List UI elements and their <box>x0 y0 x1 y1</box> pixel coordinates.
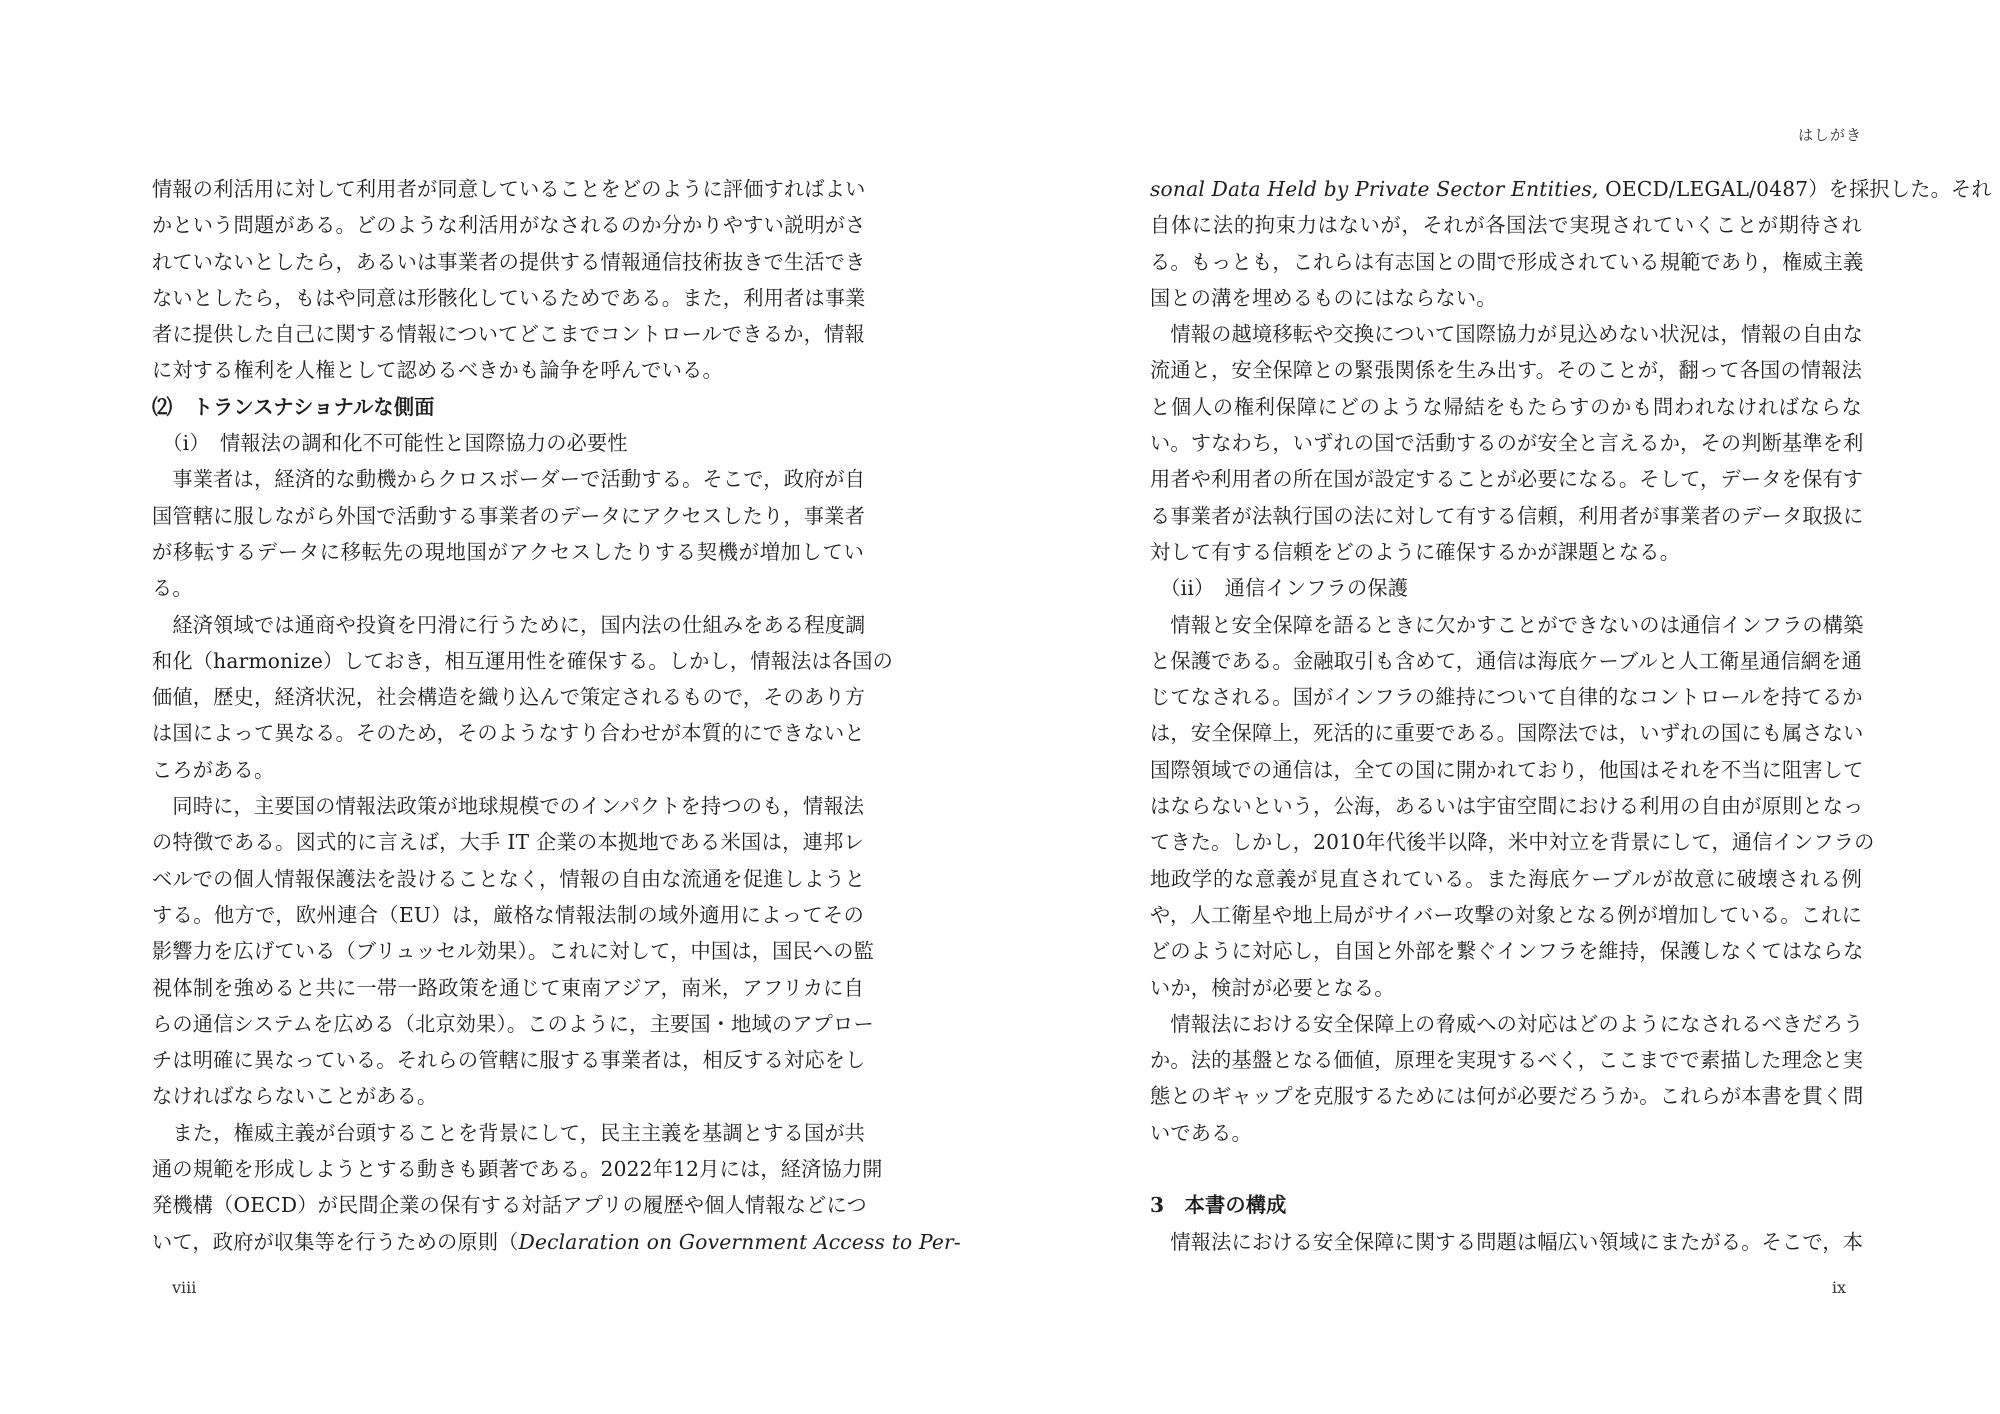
line-text: 対して有する信頼をどのように確保するかが課題となる。 <box>1150 539 1681 564</box>
text-line <box>152 1078 864 1114</box>
left-page <box>152 0 961 1414</box>
line-text: 情報の越境移転や交換について国際協力が見込めない状況は，情報の自由な <box>1150 322 1864 347</box>
line-text: OECD/LEGAL/0487）を採択した。それ <box>1598 177 1992 201</box>
line-text: ころがある。 <box>152 757 275 782</box>
text-line <box>152 715 864 751</box>
text-line <box>1150 498 1862 534</box>
text-line <box>152 788 864 824</box>
italic-citation: Declaration on Government Access to Per- <box>518 1229 961 1254</box>
text-line <box>152 752 864 788</box>
text-line <box>1150 824 1875 860</box>
line-text: チは明確に異なっている。それらの管轄に服する事業者は，相反する対応をし <box>152 1048 866 1073</box>
text-line <box>152 1042 864 1078</box>
text-line <box>152 498 864 534</box>
line-text: かという問題がある。どのような利活用がなされるのか分かりやすい説明がさ <box>152 213 866 238</box>
text-line <box>152 534 864 570</box>
text-line <box>1150 389 1862 425</box>
text-line <box>1150 1006 1862 1042</box>
text-line <box>1150 244 1862 280</box>
section-heading <box>1150 1187 1862 1223</box>
right-page <box>1150 0 1992 1414</box>
text-line <box>152 1006 874 1042</box>
line-text: に対する権利を人権として認めるべきかも論争を呼んでいる。 <box>152 358 723 383</box>
running-head: はしがき <box>1797 126 1862 144</box>
line-text: 影響力を広げている（ブリュッセル効果）。これに対して，中国は，国民への監 <box>152 939 875 964</box>
page-number: ix <box>1831 1278 1846 1297</box>
text-line <box>1150 970 1862 1006</box>
text-line <box>1150 752 1862 788</box>
text-line <box>1150 607 1862 643</box>
line-text: ないとしたら，もはや同意は形骸化しているためである。また，利用者は事業 <box>152 285 866 310</box>
line-text: 3 本書の構成 <box>1150 1193 1287 1218</box>
line-text: （ii） 通信インフラの保護 <box>1150 576 1409 601</box>
text-line <box>152 570 864 606</box>
line-text: ベルでの個人情報保護法を設けることなく，情報の自由な流通を促進しようと <box>152 866 866 891</box>
right-page-body <box>1150 171 1992 1260</box>
text-line <box>152 679 864 715</box>
page-number: viii <box>172 1278 197 1297</box>
line-text: （i） 情報法の調和化不可能性と国際協力の必要性 <box>152 431 628 456</box>
text-line <box>152 461 864 497</box>
line-text: い。すなわち，いずれの国で活動するのが安全と言えるか，その判断基準を利 <box>1150 431 1864 456</box>
line-text: 経済領域では通商や投資を円滑に行うために，国内法の仕組みをある程度調 <box>152 612 866 637</box>
text-line <box>1150 207 1862 243</box>
line-text: は，安全保障上，死活的に重要である。国際法では，いずれの国にも属さない <box>1150 721 1864 746</box>
text-line <box>1150 1151 1862 1187</box>
text-line <box>1150 425 1862 461</box>
line-text: の特徴である。図式的に言えば，大手 IT 企業の本拠地である米国は，連邦レ <box>152 830 864 855</box>
line-text: じてなされる。国がインフラの維持について自律的なコントロールを持てるか <box>1150 685 1863 710</box>
text-line <box>152 1224 961 1260</box>
text-line <box>152 316 864 352</box>
text-line <box>152 171 864 207</box>
text-line <box>152 861 864 897</box>
line-text: る。 <box>152 576 193 601</box>
line-text: れていないとしたら，あるいは事業者の提供する情報通信技術抜きで生活でき <box>152 249 866 274</box>
text-line <box>1150 461 1862 497</box>
line-text: 和化（harmonize）しておき，相互運用性を確保する。しかし，情報法は各国の <box>152 648 894 673</box>
text-line <box>1150 1078 1862 1114</box>
line-text: 用者や利用者の所在国が設定することが必要になる。そして，データを保有す <box>1150 467 1864 492</box>
text-line <box>1150 788 1862 824</box>
line-text: らの通信システムを広める（北京効果）。このように，主要国・地域のアプロー <box>152 1011 874 1036</box>
line-text: 発機構（OECD）が民間企業の保有する対話アプリの履歴や個人情報などにつ <box>152 1193 867 1218</box>
section-heading <box>152 389 864 425</box>
line-text: いて，政府が収集等を行うための原則（ <box>152 1229 519 1254</box>
text-line <box>152 352 864 388</box>
line-text: 情報と安全保障を語るときに欠かすことができないのは通信インフラの構築 <box>1150 612 1864 637</box>
text-line <box>152 1187 867 1223</box>
line-text: どのように対応し，自国と外部を繋ぐインフラを維持，保護しなくてはならな <box>1150 939 1864 964</box>
text-line <box>1150 280 1862 316</box>
line-text: る。もっとも，これらは有志国との間で形成されている規範であり，権威主義 <box>1150 249 1864 274</box>
text-line <box>1150 352 1862 388</box>
line-text: する。他方で，欧州連合（EU）は，厳格な情報法制の域外適用によってその <box>152 902 864 927</box>
line-text: 価値，歴史，経済状況，社会構造を織り込んで策定されるもので，そのあり方 <box>152 685 866 710</box>
text-line <box>1150 933 1862 969</box>
italic-citation: sonal Data Held by Private Sector Entities, <box>1150 177 1599 201</box>
line-text: 同時に，主要国の情報法政策が地球規模でのインパクトを持つのも，情報法 <box>152 794 865 819</box>
text-line <box>152 207 864 243</box>
text-line <box>152 280 864 316</box>
line-text: と保護である。金融取引も含めて，通信は海底ケーブルと人工衛星通信網を通 <box>1150 648 1862 673</box>
line-text: 国との溝を埋めるものにはならない。 <box>1150 285 1497 310</box>
text-line <box>1150 570 1862 606</box>
line-text: 自体に法的拘束力はないが，それが各国法で実現されていくことが期待され <box>1150 213 1862 238</box>
left-page-body <box>152 171 961 1260</box>
line-text: ⑵ トランスナショナルな側面 <box>152 394 435 419</box>
line-text: また，権威主義が台頭することを背景にして，民主主義を基調とする国が共 <box>152 1120 866 1145</box>
text-line <box>152 897 864 933</box>
line-text: 流通と，安全保障との緊張関係を生み出す。そのことが，翻って各国の情報法 <box>1150 358 1862 383</box>
text-line <box>152 244 864 280</box>
line-text: 地政学的な意義が見直されている。また海底ケーブルが故意に破壊される例 <box>1150 866 1862 891</box>
line-text: 情報法における安全保障に関する問題は幅広い領域にまたがる。そこで，本 <box>1150 1229 1864 1254</box>
line-text: 国際領域での通信は，全ての国に開かれており，他国はそれを不当に阻害して <box>1150 757 1864 782</box>
line-text: はならないという，公海，あるいは宇宙空間における利用の自由が原則となっ <box>1150 794 1864 819</box>
text-line <box>152 607 864 643</box>
line-text: 視体制を強めると共に一帯一路政策を通じて東南アジア，南米，アフリカに自 <box>152 975 864 1000</box>
text-line <box>152 824 864 860</box>
text-line <box>1150 861 1862 897</box>
line-text: なければならないことがある。 <box>152 1084 438 1109</box>
line-text: 情報法における安全保障上の脅威への対応はどのようになされるべきだろう <box>1150 1011 1864 1036</box>
line-text: や，人工衛星や地上局がサイバー攻撃の対象となる例が増加している。これに <box>1150 902 1862 927</box>
line-text: る事業者が法執行国の法に対して有する信頼，利用者が事業者のデータ取扱に <box>1150 503 1864 528</box>
line-text: 者に提供した自己に関する情報についてどこまでコントロールできるか，情報 <box>152 322 865 347</box>
text-line <box>1150 1224 1862 1260</box>
line-text: 事業者は，経済的な動機からクロスボーダーで活動する。そこで，政府が自 <box>152 467 866 492</box>
line-text: てきた。しかし，2010年代後半以降，米中対立を背景にして，通信インフラの <box>1150 830 1875 855</box>
text-line <box>1150 715 1862 751</box>
text-line <box>1150 643 1862 679</box>
line-text: 情報の利活用に対して利用者が同意していることをどのように評価すればよい <box>152 177 866 201</box>
text-line <box>1150 679 1862 715</box>
text-line <box>1150 316 1862 352</box>
text-line <box>152 1151 883 1187</box>
line-text: が移転するデータに移転先の現地国がアクセスしたりする契機が増加してい <box>152 539 864 564</box>
line-text: 通の規範を形成しようとする動きも顕著である。2022年12月には，経済協力開 <box>152 1157 883 1182</box>
line-text: と個人の権利保障にどのような帰結をもたらすのかも問われなければならな <box>1150 394 1862 419</box>
text-line <box>152 643 894 679</box>
text-line <box>1150 534 1862 570</box>
text-line <box>152 425 864 461</box>
line-text: いである。 <box>1150 1120 1252 1145</box>
line-text: か。法的基盤となる価値，原理を実現するべく，ここまでで素描した理念と実 <box>1150 1048 1864 1073</box>
line-text: いか，検討が必要となる。 <box>1150 975 1395 1000</box>
text-line <box>152 933 875 969</box>
text-line <box>1150 1042 1862 1078</box>
line-text: 国管轄に服しながら外国で活動する事業者のデータにアクセスしたり，事業者 <box>152 503 865 528</box>
text-line <box>1150 897 1862 933</box>
text-line <box>152 970 864 1006</box>
text-line <box>1150 171 1992 207</box>
text-line <box>152 1115 864 1151</box>
line-text: は国によって異なる。そのため，そのようなすり合わせが本質的にできないと <box>152 721 865 746</box>
line-text: 態とのギャップを克服するためには何が必要だろうか。これらが本書を貫く問 <box>1150 1084 1864 1109</box>
text-line <box>1150 1115 1862 1151</box>
